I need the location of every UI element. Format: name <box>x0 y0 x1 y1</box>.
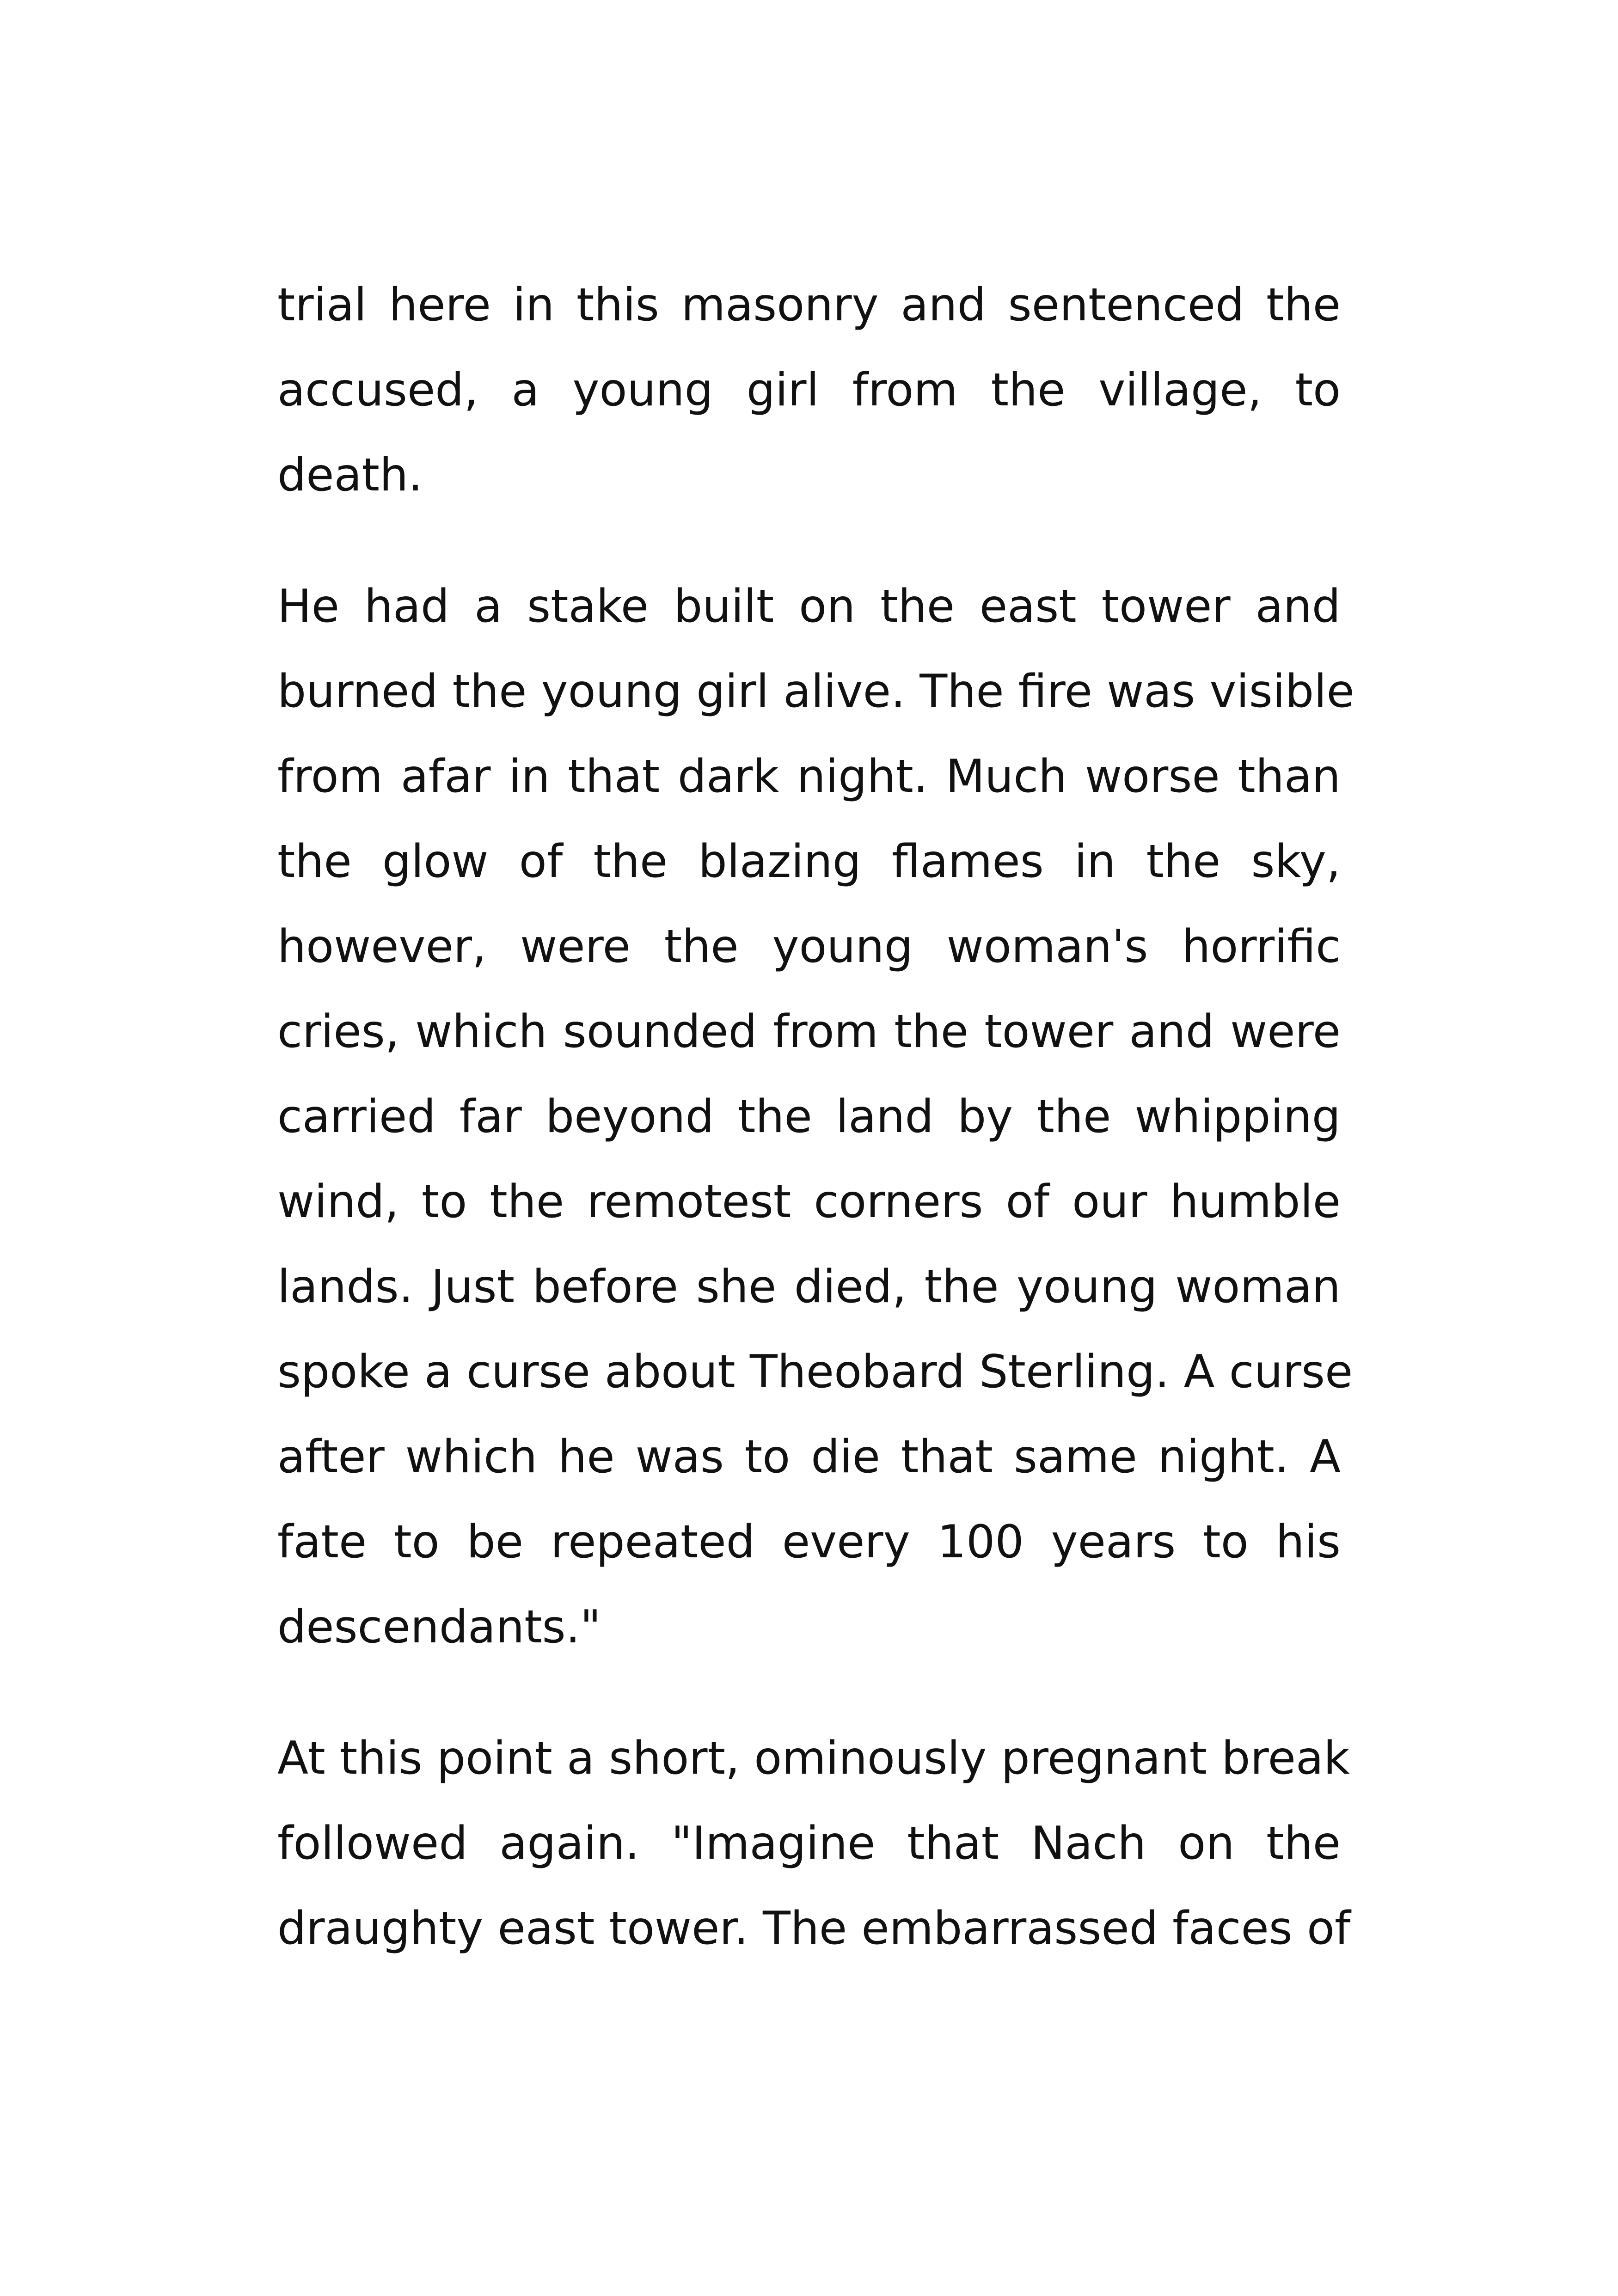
text-line: from afar in that dark night. Much worse than <box>277 750 1341 803</box>
text-line: At this point a short, ominously pregnant break <box>277 1732 1350 1785</box>
paragraph <box>277 1716 1351 1971</box>
paragraph <box>277 564 1354 1670</box>
text-line: fate to be repeated every 100 years to his <box>277 1516 1341 1568</box>
text-line: after which he was to die that same night. A <box>277 1431 1341 1483</box>
body-text <box>277 263 1354 1971</box>
text-line: burned the young girl alive. The fire was visible <box>277 665 1354 718</box>
text-line: He had a stake built on the east tower and <box>277 580 1341 633</box>
text-line: descendants." <box>277 1601 601 1653</box>
text-line: accused, a young girl from the village, to <box>277 364 1341 416</box>
text-line: wind, to the remotest corners of our humble <box>277 1176 1341 1228</box>
text-line: lands. Just before she died, the young woman <box>277 1261 1341 1313</box>
text-line: trial here in this masonry and sentenced the <box>277 279 1341 331</box>
text-line: spoke a curse about Theobard Sterling. A curse <box>277 1346 1353 1398</box>
text-line: followed again. "Imagine that Nach on the <box>277 1817 1341 1870</box>
text-line: draughty east tower. The embarrassed faces of <box>277 1902 1351 1955</box>
text-line: carried far beyond the land by the whipping <box>277 1090 1341 1143</box>
text-line: death. <box>277 449 423 502</box>
paragraph-gap <box>277 1670 1341 1716</box>
text-line: the glow of the blazing flames in the sky, <box>277 835 1341 888</box>
paragraph-gap <box>277 518 1341 564</box>
text-line: however, were the young woman's horrific <box>277 920 1341 973</box>
text-line: cries, which sounded from the tower and were <box>277 1005 1341 1058</box>
paragraph <box>277 263 1341 518</box>
